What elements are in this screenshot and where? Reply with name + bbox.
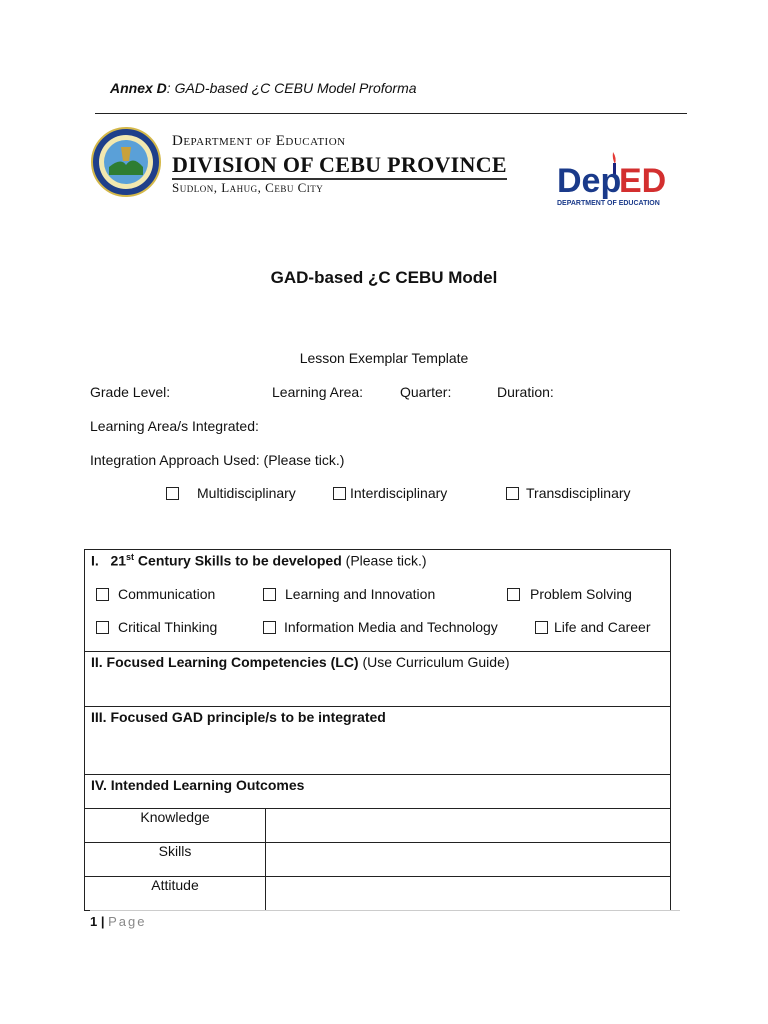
outcome-label-text: Skills [158, 843, 192, 859]
section-4-title: IV. Intended Learning Outcomes [91, 777, 305, 793]
division-name: DIVISION OF CEBU PROVINCE [172, 152, 507, 177]
annex-label [110, 80, 417, 96]
svg-text:Dep: Dep [557, 162, 622, 200]
skill-life-career[interactable] [535, 619, 651, 635]
outcome-label [85, 877, 266, 911]
skill-label: Critical Thinking [118, 619, 218, 635]
section-2-note: (Use Curriculum Guide) [358, 654, 510, 670]
grade-level-label: Grade Level: [90, 384, 171, 400]
checkbox[interactable] [166, 487, 179, 500]
section-3-title: III. Focused GAD principle/s to be integrated [91, 709, 386, 725]
checkbox[interactable] [507, 588, 520, 601]
approach-option-label: Interdisciplinary [350, 485, 448, 501]
page-separator: | [97, 914, 109, 929]
outcome-label [85, 809, 266, 843]
checkbox[interactable] [96, 621, 109, 634]
checkbox[interactable] [96, 588, 109, 601]
page-label: Page [108, 914, 147, 929]
duration-label: Duration: [497, 384, 554, 400]
outcome-input-knowledge[interactable] [266, 809, 671, 843]
lesson-form-table [84, 549, 671, 911]
division-seal-logo [91, 127, 161, 197]
deped-logo [555, 150, 680, 210]
section-1-title: Century Skills to be developed [134, 552, 342, 569]
deped-logo-subtitle: DEPARTMENT OF EDUCATION [557, 200, 660, 207]
approach-option-interdisciplinary[interactable] [333, 485, 447, 501]
template-subtitle: Lesson Exemplar Template [299, 350, 469, 366]
outcome-input-attitude[interactable] [266, 877, 671, 911]
outcome-label [85, 843, 266, 877]
approach-label: Integration Approach Used: (Please tick.) [90, 452, 345, 468]
annex-text: : GAD-based ¿C CEBU Model Proforma [166, 80, 417, 96]
annex-title: Annex D [110, 80, 167, 96]
outcome-row-knowledge [85, 809, 671, 843]
integrated-label: Learning Area/s Integrated: [90, 418, 259, 434]
skill-problem-solving[interactable] [507, 586, 632, 602]
section-3-heading [85, 707, 670, 725]
skill-communication[interactable] [96, 586, 215, 602]
skill-label: Communication [118, 586, 216, 602]
outcome-input-skills[interactable] [266, 843, 671, 877]
skill-label: Information Media and Technology [284, 619, 498, 635]
section-1-sup: st [126, 552, 135, 562]
skill-information-media[interactable] [263, 619, 498, 635]
section-4-heading [85, 775, 670, 793]
checkbox[interactable] [535, 621, 548, 634]
learning-area-label: Learning Area: [272, 384, 364, 400]
checkbox[interactable] [263, 621, 276, 634]
outcome-row-attitude [85, 877, 671, 911]
outcome-label-text: Knowledge [140, 809, 210, 825]
section-2-title: II. Focused Learning Competencies (LC) [91, 654, 359, 670]
section-1-number: 21 [110, 552, 127, 569]
page-footer [90, 914, 146, 929]
page-number: 1 [90, 914, 98, 929]
checkbox[interactable] [333, 487, 346, 500]
department-name: Department of Education [172, 133, 346, 149]
skill-label: Life and Career [554, 619, 651, 635]
quarter-label: Quarter: [400, 384, 452, 400]
skill-label: Problem Solving [530, 586, 632, 602]
skill-learning-innovation[interactable] [263, 586, 435, 602]
section-1-roman: I. [91, 552, 99, 569]
svg-text:ED: ED [619, 162, 667, 200]
checkbox[interactable] [263, 588, 276, 601]
footer-rule [90, 910, 680, 911]
checkbox[interactable] [506, 487, 519, 500]
section-21st-century-skills [85, 550, 671, 652]
section-1-heading [85, 550, 670, 569]
document-title: GAD-based ¿C CEBU Model [270, 268, 498, 287]
approach-option-label: Multidisciplinary [197, 485, 296, 501]
approach-option-label: Transdisciplinary [526, 485, 631, 501]
skill-label: Learning and Innovation [285, 586, 436, 602]
approach-option-transdisciplinary[interactable] [506, 485, 631, 501]
section-1-note: (Please tick.) [341, 552, 427, 569]
header-rule [95, 113, 687, 114]
skill-critical-thinking[interactable] [96, 619, 217, 635]
section-learning-competencies[interactable] [85, 652, 671, 707]
division-address: Sudlon, Lahug, Cebu City [172, 180, 324, 195]
outcome-row-skills [85, 843, 671, 877]
section-learning-outcomes [85, 775, 671, 809]
approach-option-multidisciplinary[interactable] [166, 485, 296, 501]
section-2-heading [85, 652, 670, 670]
section-gad-principles[interactable] [85, 707, 671, 775]
outcome-label-text: Attitude [151, 877, 199, 893]
